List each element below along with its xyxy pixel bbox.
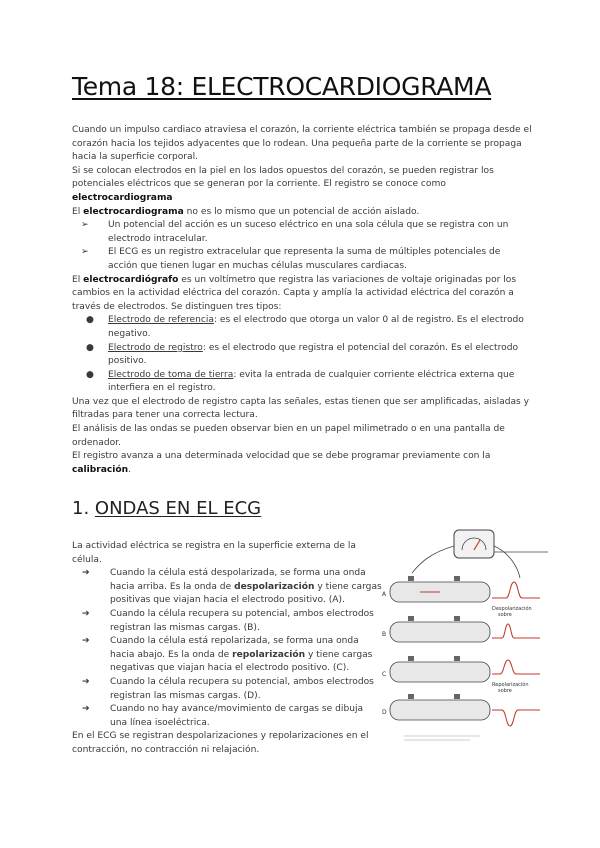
panel-b [390, 616, 540, 642]
list-item: ➔ Cuando la célula recupera su potencial, ambos electrodos registran las mismas cargas. (D). [82, 676, 374, 701]
bullet-dot-icon: ● [86, 315, 94, 326]
list-item: ➢ Un potencial del acción es un suceso eléctrico en una sola célula que se registra con un electrodo intracelular. [81, 220, 509, 244]
intro-paragraph-4: El electrocardiógrafo es un voltímetro que registra las variaciones de voltaje originadas por los cambios en la actividad eléctrica del corazón. Capta y amplía la actividad eléctrica del corazón a través de electrodos. Se distinguen tres tipos: [72, 274, 517, 312]
section-1-text [72, 540, 382, 758]
panel-c [390, 656, 540, 682]
list-item: ➔ Cuando no hay avance/movimiento de cargas se dibuja una línea isoeléctrica. [82, 704, 364, 728]
arrow-bullet-icon: ➔ [82, 636, 90, 647]
panel-d [390, 694, 540, 726]
list-item: ➢ El ECG es un registro extracelular que representa la suma de múltiples potenciales de acción que tienen lugar en muchas células musculares cardiacas. [81, 247, 501, 271]
figure-note-repol: Repolarización [492, 682, 529, 688]
intro-paragraph-3: El electrocardiograma no es lo mismo que un potencial de acción aislado. [72, 206, 420, 217]
bullet-dot-icon: ● [86, 342, 94, 353]
figure-note-depol: Despolarización [492, 606, 532, 612]
term-electrocardiograma: electrocardiograma [72, 192, 173, 203]
list-item: ● Electrodo de toma de tierra: evita la entrada de cualquier corriente eléctrica externa que interfiera en el registro. [86, 369, 515, 394]
term-calibracion: calibración [72, 464, 129, 475]
term-despolarizacion: despolarización [234, 581, 315, 592]
arrow-bullet-icon: ➔ [82, 608, 90, 619]
intro-paragraph-6: El análisis de las ondas se pueden observar bien en un papel milimetrado o en una pantalla de ordenador. [72, 424, 505, 448]
section-closing: En el ECG se registran despolarizaciones y repolarizaciones en el contracción, no contracción ni relajación. [72, 731, 369, 755]
figure-label-d: D [382, 709, 387, 716]
list-item: ➔ Cuando la célula está repolarizada, se forma una onda hacia abajo. Es la onda de repolarización y tiene cargas negativas que viajan hacia el electrodo positivo. (C). [82, 636, 373, 674]
list-item: ➔ Cuando la célula está despolarizada, se forma una onda hacia arriba. Es la onda de despolarización y tiene cargas positivas que viajan hacia el electrodo positivo. (A). [82, 568, 382, 606]
figure-label-a: A [382, 591, 387, 598]
intro-paragraph-5: Una vez que el electrodo de registro capta las señales, estas tienen que ser amplificadas, aisladas y filtradas para tener una correcta lectura. [72, 396, 530, 421]
figure-label-c: C [382, 671, 387, 678]
intro-paragraph-7: El registro avanza a una determinada velocidad que se debe programar previamente con la calibración. [72, 451, 491, 475]
panel-a [390, 576, 540, 602]
ecg-waves-figure [380, 528, 550, 756]
term-repolarizacion: repolarización [232, 649, 306, 660]
list-item: ● Electrodo de referencia: es el electrodo que otorga un valor 0 al de registro. Es el electrodo negativo. [86, 315, 524, 339]
bullet-dot-icon: ● [86, 369, 94, 380]
figure-label-b: B [382, 631, 387, 638]
term-electrocardiografo: electrocardiógrafo [83, 274, 179, 285]
intro-text [72, 124, 534, 477]
intro-paragraph-1: Cuando un impulso cardiaco atraviesa el corazón, la corriente eléctrica también se propaga desde el corazón hacia los tejidos adyacentes que lo rodean. Una pequeña parte de la corriente se propaga hacia la superficie corporal. [72, 125, 532, 163]
list-item: ● Electrodo de registro: es el electrodo que registra el potencial del corazón. Es el electrodo positivo. [86, 342, 519, 367]
arrow-bullet-icon: ➔ [82, 676, 90, 687]
voltmeter-icon [412, 530, 548, 578]
arrow-bullet-icon: ➢ [81, 247, 89, 258]
section-heading: 1. ONDAS EN EL ECG [72, 498, 262, 519]
arrow-bullet-icon: ➢ [81, 220, 89, 231]
arrow-bullet-icon: ➔ [82, 704, 90, 715]
figure-note-repol-2: sobre [498, 688, 512, 694]
intro-paragraph-2: Si se colocan electrodos en la piel en los lados opuestos del corazón, se pueden registrar los potenciales eléctricos que se generan por la corriente. El registro se conoce como electrocardiograma [72, 165, 494, 203]
arrow-bullet-icon: ➔ [82, 568, 90, 579]
page-title: Tema 18: ELECTROCARDIOGRAMA [72, 72, 492, 101]
list-item: ➔ Cuando la célula recupera su potencial, ambos electrodos registran las mismas cargas. (B). [82, 608, 374, 633]
section-lead: La actividad eléctrica se registra en la superficie externa de la célula. [72, 541, 357, 565]
figure-note-depol-2: sobre [498, 612, 512, 618]
